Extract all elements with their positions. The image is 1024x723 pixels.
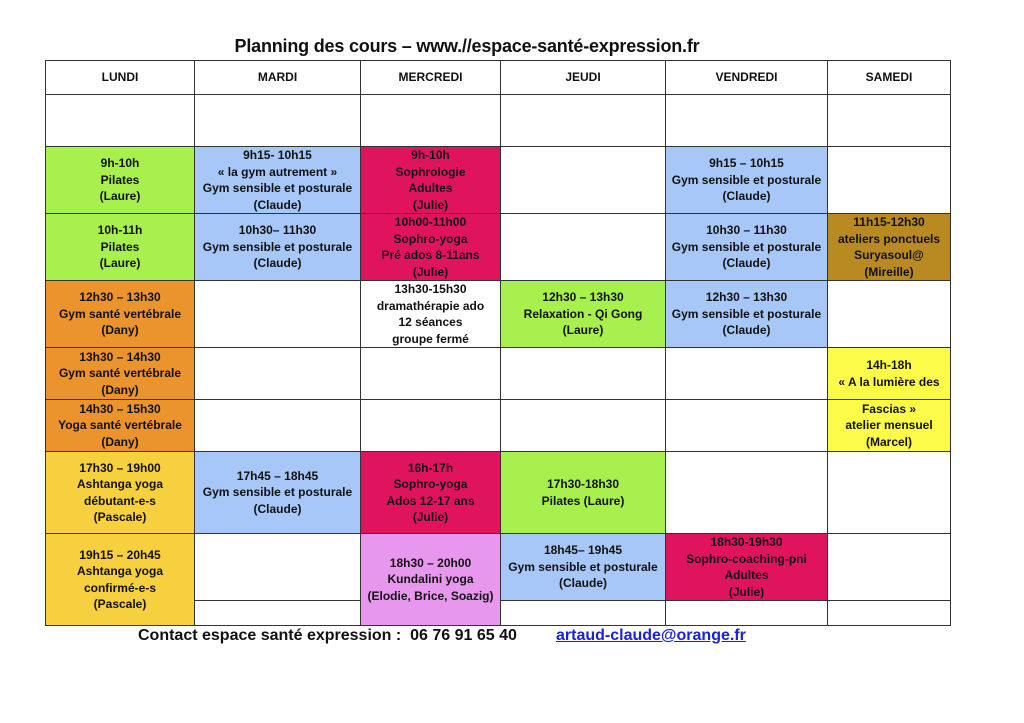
empty-cell xyxy=(194,600,361,626)
empty-cell xyxy=(827,533,951,601)
empty-cell xyxy=(500,146,666,214)
class-slot-mardi-gym-autrement: 9h15- 10h15 « la gym autrement » Gym sensible et posturale (Claude) xyxy=(194,146,361,214)
empty-cell xyxy=(500,600,666,626)
empty-cell xyxy=(665,94,828,147)
class-slot-vendredi-gym-9h15: 9h15 – 10h15 Gym sensible et posturale (Claude) xyxy=(665,146,828,214)
empty-cell xyxy=(827,146,951,214)
empty-cell xyxy=(665,451,828,534)
class-slot-jeudi-gym-18h45: 18h45– 19h45 Gym sensible et posturale (Claude) xyxy=(500,533,666,601)
empty-cell xyxy=(665,399,828,452)
empty-cell xyxy=(500,213,666,281)
day-header-mardi: MARDI xyxy=(194,60,361,95)
empty-cell xyxy=(194,94,361,147)
empty-cell xyxy=(665,347,828,400)
empty-cell xyxy=(500,94,666,147)
empty-cell xyxy=(827,451,951,534)
class-slot-mercredi-sophro-yoga-ados: 16h-17h Sophro-yoga Ados 12-17 ans (Julie) xyxy=(360,451,501,534)
empty-cell xyxy=(45,94,195,147)
class-slot-lundi-pilates-10h: 10h-11h Pilates (Laure) xyxy=(45,213,195,281)
class-slot-mercredi-sophrologie: 9h-10h Sophrologie Adultes (Julie) xyxy=(360,146,501,214)
empty-cell xyxy=(665,600,828,626)
empty-cell xyxy=(360,399,501,452)
page-title: Planning des cours – www.//espace-santé-expression.fr xyxy=(234,36,700,56)
class-slot-mercredi-kundalini: 18h30 – 20h00 Kundalini yoga (Elodie, Brice, Soazig) xyxy=(360,533,501,626)
day-header-samedi: SAMEDI xyxy=(827,60,951,95)
class-slot-lundi-ashtanga-debutants: 17h30 – 19h00 Ashtanga yoga débutant-e-s (Pascale) xyxy=(45,451,195,534)
class-slot-mardi-gym-10h30: 10h30– 11h30 Gym sensible et posturale (Claude) xyxy=(194,213,361,281)
class-slot-vendredi-gym-10h30: 10h30 – 11h30 Gym sensible et posturale (Claude) xyxy=(665,213,828,281)
empty-cell xyxy=(194,280,361,348)
contact-info: Contact espace santé expression : 06 76 91 65 40 xyxy=(138,627,517,644)
class-slot-lundi-gym-vertebrale-12h30: 12h30 – 13h30 Gym santé vertébrale (Dany) xyxy=(45,280,195,348)
class-slot-lundi-gym-vertebrale-13h30: 13h30 – 14h30 Gym santé vertébrale (Dany) xyxy=(45,347,195,400)
empty-cell xyxy=(360,347,501,400)
day-header-lundi: LUNDI xyxy=(45,60,195,95)
class-slot-mercredi-sophro-yoga-preados: 10h00-11h00 Sophro-yoga Pré ados 8-11ans (Julie) xyxy=(360,213,501,281)
schedule-table xyxy=(45,60,951,626)
class-slot-lundi-ashtanga-confirmes: 19h15 – 20h45 Ashtanga yoga confirmé-e-s (Pascale) xyxy=(45,533,195,626)
class-slot-jeudi-pilates: 17h30-18h30 Pilates (Laure) xyxy=(500,451,666,534)
class-slot-vendredi-gym-12h30: 12h30 – 13h30 Gym sensible et posturale (Claude) xyxy=(665,280,828,348)
day-header-jeudi: JEUDI xyxy=(500,60,666,95)
empty-cell xyxy=(500,347,666,400)
empty-cell xyxy=(194,347,361,400)
class-slot-samedi-ateliers-ponctuels: 11h15-12h30 ateliers ponctuels Suryasoul@ (Mireille) xyxy=(827,213,951,281)
class-slot-samedi-lumiere-part1: 14h-18h « A la lumière des xyxy=(827,347,951,400)
day-header-mercredi: MERCREDI xyxy=(360,60,501,95)
empty-cell xyxy=(827,280,951,348)
empty-cell xyxy=(194,533,361,601)
class-slot-mardi-gym-17h45: 17h45 – 18h45 Gym sensible et posturale (Claude) xyxy=(194,451,361,534)
class-slot-jeudi-relaxation-qigong: 12h30 – 13h30 Relaxation - Qi Gong (Laure) xyxy=(500,280,666,348)
class-slot-mercredi-dramatherapie: 13h30-15h30 dramathérapie ado 12 séances groupe fermé xyxy=(360,280,501,348)
empty-cell xyxy=(827,94,951,147)
class-slot-vendredi-sophro-coaching: 18h30-19h30 Sophro-coaching-pni Adultes (Julie) xyxy=(665,533,828,601)
class-slot-lundi-yoga-vertebral: 14h30 – 15h30 Yoga santé vertébrale (Dany) xyxy=(45,399,195,452)
class-slot-samedi-fascias-part2: Fascias » atelier mensuel (Marcel) xyxy=(827,399,951,452)
contact-email-link[interactable]: artaud-claude@orange.fr xyxy=(556,627,746,644)
day-header-vendredi: VENDREDI xyxy=(665,60,828,95)
empty-cell xyxy=(194,399,361,452)
empty-cell xyxy=(500,399,666,452)
class-slot-lundi-pilates-9h: 9h-10h Pilates (Laure) xyxy=(45,146,195,214)
empty-cell xyxy=(360,94,501,147)
empty-cell xyxy=(827,600,951,626)
